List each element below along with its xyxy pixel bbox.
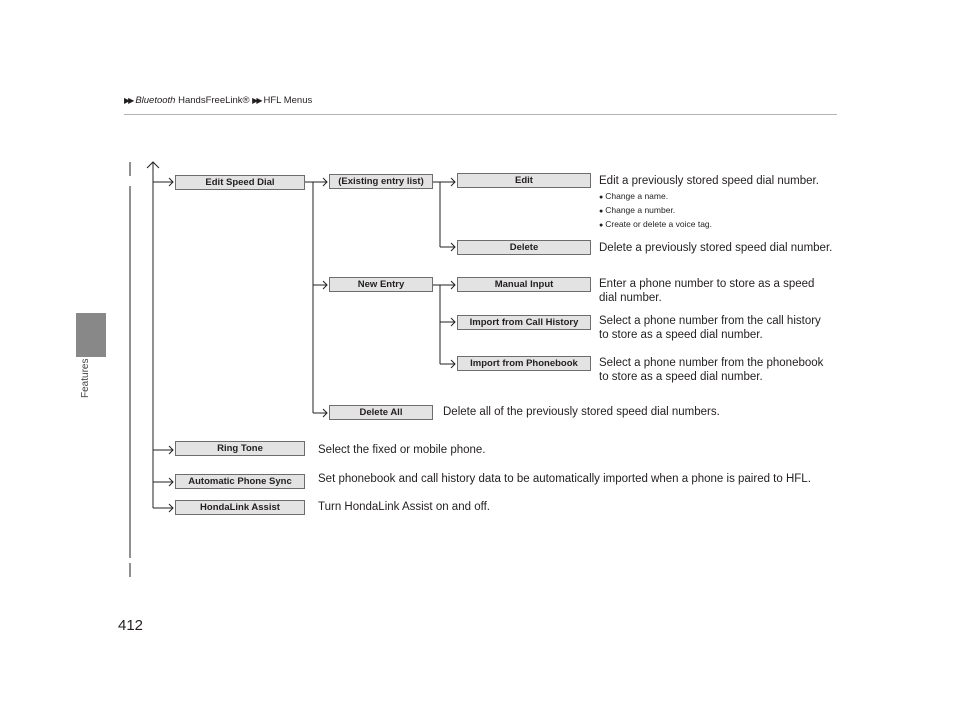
manual-input-description-line: dial number. [599, 292, 662, 304]
edit-bullet: ● Change a number. [599, 204, 712, 218]
delete-description: Delete a previously stored speed dial number. [599, 242, 833, 254]
breadcrumb-arrow-icon: ▶▶ [124, 96, 133, 105]
manual-input-description [599, 277, 814, 305]
import-phonebook-description-line: Select a phone number from the phonebook [599, 357, 824, 369]
breadcrumb-section: HFL Menus [263, 95, 313, 106]
edit-bullet: ● Create or delete a voice tag. [599, 218, 712, 232]
delete-all-description: Delete all of the previously stored speed dial numbers. [443, 406, 720, 418]
new-entry-box: New Entry [329, 277, 433, 292]
import-phonebook-description [599, 356, 823, 384]
edit-bullet-list [599, 190, 712, 232]
breadcrumb-bluetooth: Bluetooth [135, 95, 176, 106]
manual-input-description-line: Enter a phone number to store as a speed [599, 278, 815, 290]
hondalink-assist-box: HondaLink Assist [175, 500, 305, 515]
ring-tone-description: Select the fixed or mobile phone. [318, 444, 486, 456]
delete-box: Delete [457, 240, 591, 255]
existing-entry-list-box: (Existing entry list) [329, 174, 433, 189]
automatic-phone-sync-description: Set phonebook and call history data to be automatically imported when a phone is paired to HFL. [318, 473, 811, 485]
edit-speed-dial-box: Edit Speed Dial [175, 175, 305, 190]
breadcrumb-handsfreelink: HandsFreeLink® [175, 95, 250, 106]
import-call-history-description-line: Select a phone number from the call history [599, 315, 821, 327]
edit-bullet: ● Change a name. [599, 190, 712, 204]
manual-input-box: Manual Input [457, 277, 591, 292]
import-phonebook-description-line: to store as a speed dial number. [599, 371, 763, 383]
import-call-history-description [599, 314, 821, 342]
ring-tone-box: Ring Tone [175, 441, 305, 456]
page-number: 412 [118, 617, 144, 634]
import-call-history-box: Import from Call History [457, 315, 591, 330]
hondalink-assist-description: Turn HondaLink Assist on and off. [318, 501, 490, 513]
delete-all-box: Delete All [329, 405, 433, 420]
edit-description: Edit a previously stored speed dial number. [599, 175, 819, 187]
import-call-history-description-line: to store as a speed dial number. [599, 329, 763, 341]
chapter-label: Features [80, 358, 91, 398]
breadcrumb-arrow-icon: ▶▶ [252, 96, 261, 105]
edit-box: Edit [457, 173, 591, 188]
import-phonebook-box: Import from Phonebook [457, 356, 591, 371]
automatic-phone-sync-box: Automatic Phone Sync [175, 474, 305, 489]
